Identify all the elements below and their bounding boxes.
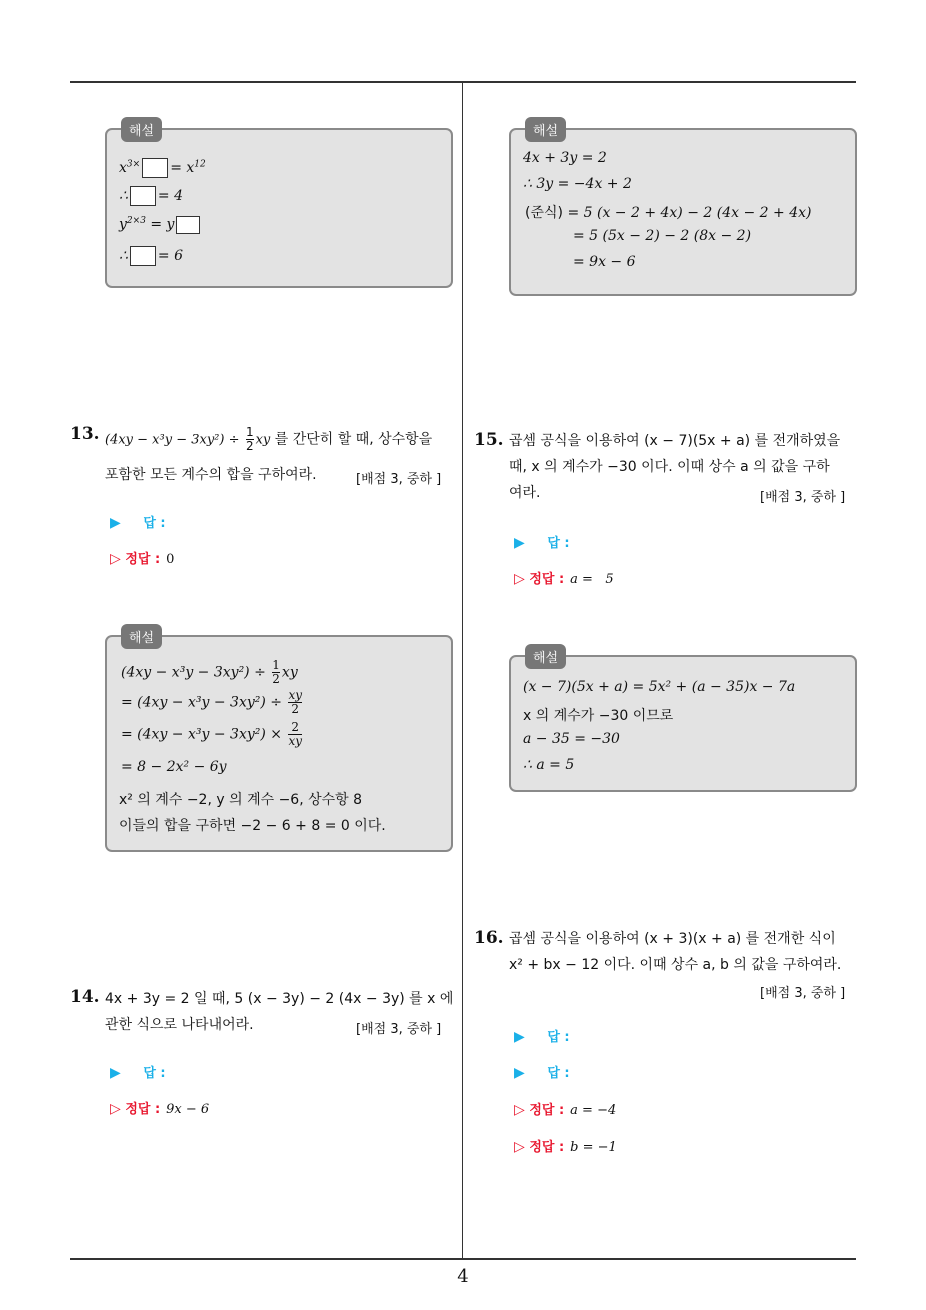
solution-box-q15 [509, 651, 857, 792]
answer-arrow-icon: ▶ [514, 535, 525, 551]
solution-box-q14 [509, 124, 857, 296]
solution-line-2: ∴ = 4 [119, 188, 184, 204]
blank-box [130, 246, 156, 266]
correct-row-13: ▷ 정답 : 0 [110, 551, 175, 567]
question-15-line-1: 곱셈 공식을 이용하여 (x − 7)(5x + a) 를 전개하였을 [509, 433, 841, 449]
solution-line-4: = 8 − 2x² − 6y [121, 759, 227, 775]
fraction: $\frac{1}{2}$ [245, 425, 254, 453]
question-number-16: 16. [474, 928, 504, 948]
blank-box [130, 186, 156, 206]
column-divider [462, 82, 463, 1259]
solution-line-4: ∴ a = 5 [523, 757, 575, 773]
fraction: $\frac{xy}{2}$ [288, 688, 302, 716]
top-rule [70, 81, 856, 83]
question-16-line-2: x² + bx − 12 이다. 이때 상수 a, b 의 값을 구하여라. [509, 957, 842, 973]
question-14-points: [배점 3, 중하 ] [356, 1022, 442, 1037]
answer-row-13: ▶ 답 : [110, 515, 166, 531]
question-13-line-1: (4xy − x³y − 3xy²) ÷ $\frac{1}{2}$ xy 를 간단히 할 때, 상수항을 [105, 425, 433, 453]
question-14-line-1: 4x + 3y = 2 일 때, 5 (x − 3y) − 2 (4x − 3y) 를 x 에 [105, 991, 454, 1007]
bottom-rule [70, 1258, 856, 1260]
correct-arrow-icon: ▷ [514, 571, 525, 587]
question-16-line-1: 곱셈 공식을 이용하여 (x + 3)(x + a) 를 전개한 식이 [509, 931, 836, 947]
solution-line-5: x² 의 계수 −2, y 의 계수 −6, 상수항 8 [119, 792, 363, 808]
solution-line-1: (4xy − x³y − 3xy²) ÷ $\frac{1}{2}$ xy [121, 658, 298, 686]
fraction: $\frac{2}{xy}$ [288, 720, 302, 748]
solution-tab: 해설 [121, 117, 162, 142]
question-15-line-3: 여라. [509, 485, 541, 501]
solution-line-6: 이들의 합을 구하면 −2 − 6 + 8 = 0 이다. [119, 818, 386, 834]
solution-tab: 해설 [525, 644, 566, 669]
question-number-15: 15. [474, 430, 504, 450]
correct-row-16-a: ▷ 정답 : a = −4 [514, 1102, 617, 1118]
solution-line-5: = 9x − 6 [573, 254, 636, 270]
correct-arrow-icon: ▷ [110, 551, 121, 567]
question-15-line-2: 때, x 의 계수가 −30 이다. 이때 상수 a 의 값을 구하 [509, 459, 830, 475]
question-number-13: 13. [70, 424, 100, 444]
solution-line-1: 4x + 3y = 2 [523, 150, 607, 166]
solution-tab: 해설 [525, 117, 566, 142]
answer-arrow-icon: ▶ [514, 1029, 525, 1045]
blank-box [176, 216, 200, 234]
correct-arrow-icon: ▷ [110, 1101, 121, 1117]
question-13-line-2: 포함한 모든 계수의 합을 구하여라. [105, 467, 317, 483]
answer-arrow-icon: ▶ [110, 1065, 121, 1081]
answer-arrow-icon: ▶ [110, 515, 121, 531]
solution-box-q12 [105, 124, 453, 288]
question-number-14: 14. [70, 987, 100, 1007]
question-13-points: [배점 3, 중하 ] [356, 472, 442, 487]
solution-line-2: x 의 계수가 −30 이므로 [523, 708, 674, 724]
question-14-line-2: 관한 식으로 나타내어라. [105, 1017, 254, 1033]
solution-line-4: = 5 (5x − 2) − 2 (8x − 2) [573, 228, 752, 244]
correct-arrow-icon: ▷ [514, 1102, 525, 1118]
fraction: $\frac{1}{2}$ [272, 658, 280, 686]
answer-row-16-a: ▶ 답 : [514, 1029, 570, 1045]
solution-line-2: = (4xy − x³y − 3xy²) ÷ $\frac{xy}{2}$ [121, 688, 302, 716]
solution-line-3: (준식) = 5 (x − 2 + 4x) − 2 (4x − 2 + 4x) [525, 205, 812, 221]
solution-line-1: (x − 7)(5x + a) = 5x² + (a − 35)x − 7a [523, 679, 796, 695]
solution-line-3: $y^{2\times 3} = y$ [119, 216, 202, 234]
blank-box [142, 158, 168, 178]
answer-arrow-icon: ▶ [514, 1065, 525, 1081]
solution-tab: 해설 [121, 624, 162, 649]
question-15-points: [배점 3, 중하 ] [760, 490, 846, 505]
answer-row-15: ▶ 답 : [514, 535, 570, 551]
correct-row-15: ▷ 정답 : a = 5 [514, 571, 614, 587]
solution-line-3: a − 35 = −30 [523, 731, 620, 747]
solution-line-1: $x^{3\times} = x^{12}$ [119, 159, 206, 176]
solution-line-3: = (4xy − x³y − 3xy²) × $\frac{2}{xy}$ [121, 720, 302, 748]
question-16-points: [배점 3, 중하 ] [760, 986, 846, 1001]
page-number: 4 [457, 1266, 469, 1287]
answer-row-16-b: ▶ 답 : [514, 1065, 570, 1081]
answer-row-14: ▶ 답 : [110, 1065, 166, 1081]
correct-row-16-b: ▷ 정답 : b = −1 [514, 1139, 617, 1155]
solution-line-4: ∴ = 6 [119, 248, 184, 264]
correct-row-14: ▷ 정답 : 9x − 6 [110, 1101, 210, 1117]
solution-line-2: ∴ 3y = −4x + 2 [523, 176, 632, 192]
solution-box-q13 [105, 631, 453, 852]
correct-arrow-icon: ▷ [514, 1139, 525, 1155]
